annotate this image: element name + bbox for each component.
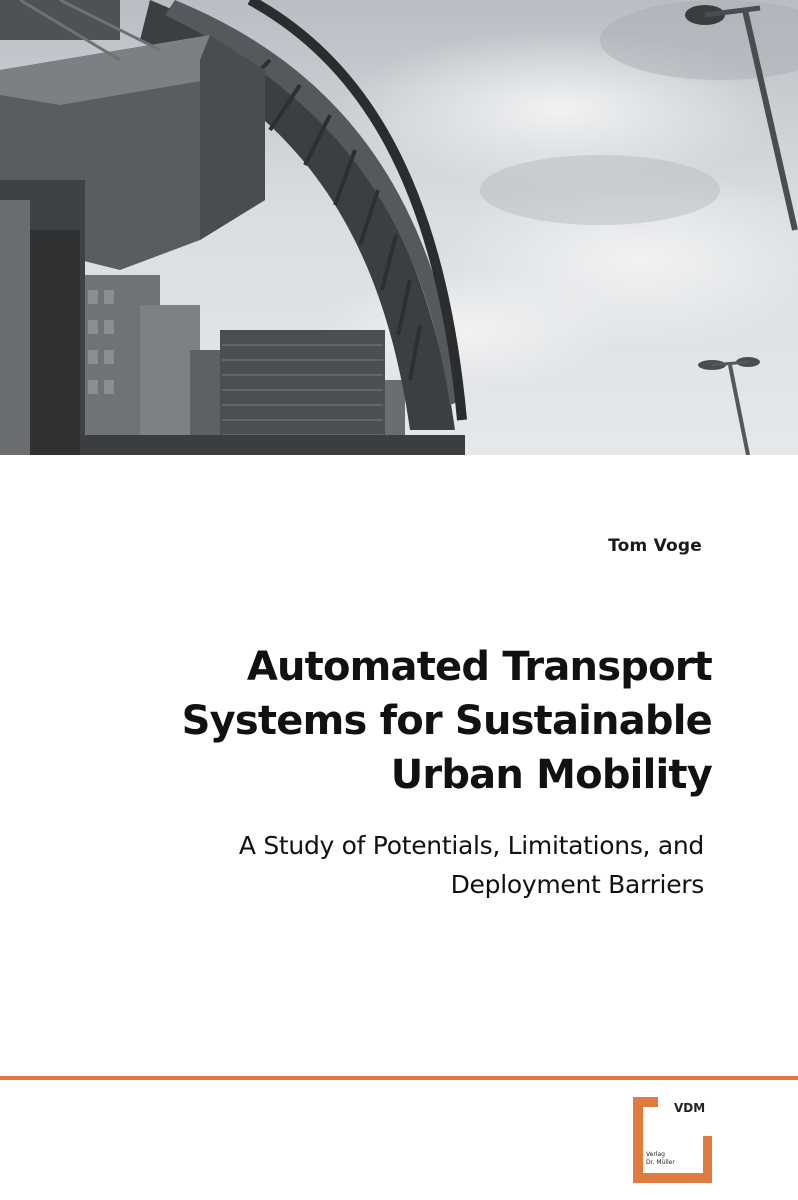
title-line-3: Urban Mobility xyxy=(390,752,712,798)
title-line-1: Automated Transport xyxy=(246,644,712,690)
publisher-logo xyxy=(632,1096,712,1184)
logo-vdm-text: VDM xyxy=(674,1101,706,1115)
book-title xyxy=(72,640,712,802)
cover-photo xyxy=(0,0,798,455)
author-name: Tom Voge xyxy=(608,536,702,556)
title-line-2: Systems for Sustainable xyxy=(181,698,712,744)
subtitle-line-2: Deployment Barriers xyxy=(450,870,704,899)
monorail-photo xyxy=(0,0,798,455)
logo-muller-text: Dr. Müller xyxy=(646,1159,675,1166)
orange-divider xyxy=(0,1076,798,1080)
subtitle-line-1: A Study of Potentials, Limitations, and xyxy=(238,831,704,860)
book-subtitle xyxy=(64,826,704,904)
logo-verlag-text: Verlag xyxy=(646,1151,665,1158)
